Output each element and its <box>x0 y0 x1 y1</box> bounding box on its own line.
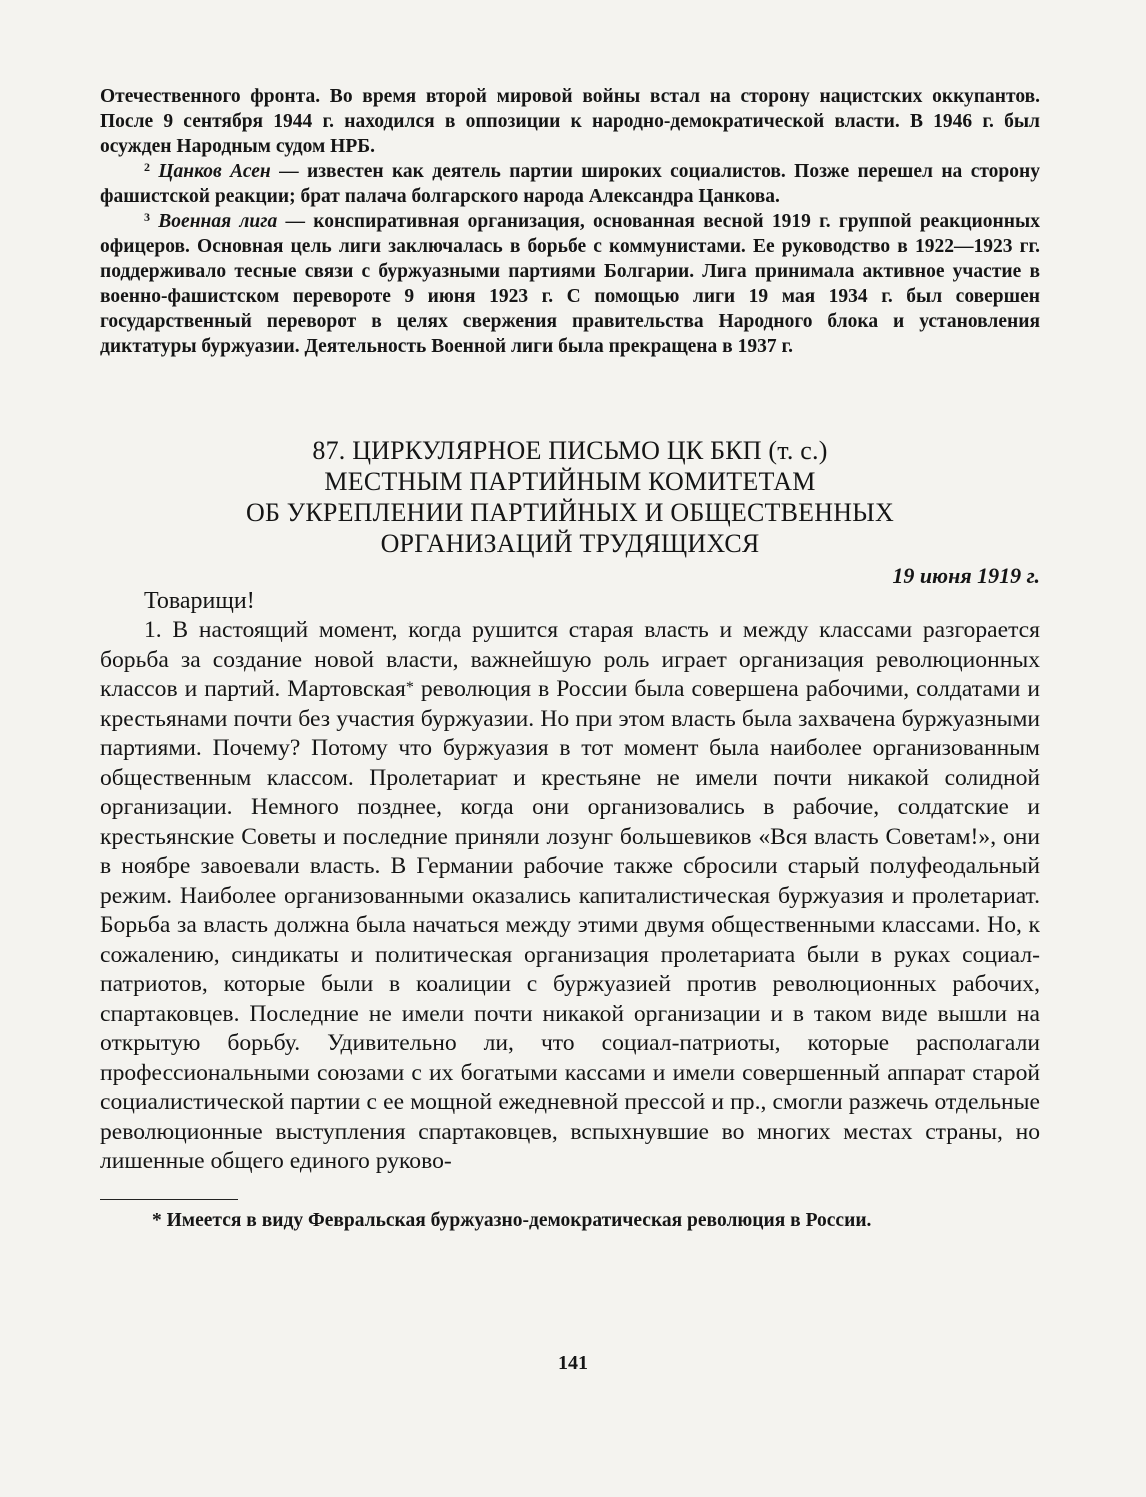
document-heading <box>100 435 1040 559</box>
heading-line: ОБ УКРЕПЛЕНИИ ПАРТИЙНЫХ И ОБЩЕСТВЕННЫХ <box>245 498 895 527</box>
page-content <box>100 84 1040 1233</box>
heading-line: ОРГАНИЗАЦИЙ ТРУДЯЩИХСЯ <box>380 529 760 558</box>
footnote-continuation: Отечественного фронта. Во время второй мировой войны встал на сторону нацистских оккупантов. После 9 сентября 1944 г. находился в оппозиции к народно-демократической власти. В 1946 г. был осужден Народным судом НРБ. <box>100 86 1040 157</box>
paragraph-part-1: 1. В настоящий момент, когда рушится старая власть и между классами разгорается борьба за создание новой власти, важнейшую роль играет организация революционных классов и партий. Мартовская <box>100 617 1040 702</box>
page-number: 141 <box>558 1352 588 1374</box>
salutation: Товарищи! <box>144 588 255 614</box>
footnote-3-text: — конспиративная организация, основанная весной 1919 г. группой реакционных офицеров. Основная цель лиги заключалась в борьбе с коммунистами. Ее руководство в 1922—1923 гг. поддерживало тесные связи с буржуазными партиями Болгарии. Лига принимала активное участие в военно-фашистском перевороте 9 июня 1923 г. С помощью лиги 19 мая 1934 г. был совершен государственный переворот в целях свержения правительства Народного блока и установления диктатуры буржуазии. Деятельность Военной лиги была прекращена в 1937 г. <box>100 211 1040 357</box>
document-date: 19 июня 1919 г. <box>892 563 1040 588</box>
top-footnotes <box>100 84 1040 359</box>
footnote-divider <box>100 1199 238 1200</box>
bottom-footnote-marker: * <box>152 1209 162 1231</box>
bottom-footnote-text: Имеется в виду Февральская буржуазно-демократическая революция в России. <box>161 1209 872 1231</box>
paragraph-part-2: революция в России была совершена рабочими, солдатами и крестьянами почти без участия буржуазии. Но при этом власть была захвачена буржуазными партиями. Почему? Потому что буржуазия в тот момент была наиболее организованным общественным классом. Пролетариат и крестьяне не имели почти никакой солидной организации. Немного позднее, когда они организовались в рабочие, солдатские и крестьянские Советы и последние приняли лозунг большевиков «Вся власть Советам!», они в ноябре завоевали власть. В Германии рабочие также сбросили старый полуфеодальный режим. Наиболее организованными оказались капиталистическая буржуазия и пролетариат. Борьба за власть должна была начаться между этими двумя общественными классами. Но, к сожалению, синдикаты и политическая организация пролетариата были в руках социал-патриотов, которые были в коалиции с буржуазией против революционных рабочих, спартаковцев. Последние не имели почти никакой организации и в таком виде вышли на открытую борьбу. Удивительно ли, что социал-патриоты, которые располагали профессиональными союзами с их богатыми кассами и имели совершенный аппарат старой социалистической партии с ее мощной ежедневной прессой и пр., смогли разжечь отдельные революционные выступления спартаковцев, вспыхнувшие во многих местах страны, но лишенные общего единого руково- <box>100 676 1040 1174</box>
footnote-reference: * <box>405 679 414 696</box>
bottom-footnote <box>100 1208 1040 1233</box>
footnote-2 <box>100 159 1040 209</box>
footnote-2-text: — известен как деятель партии широких социалистов. Позже перешел на сторону фашистской реакции; брат палача болгарского народа Александра Цанкова. <box>100 161 1040 207</box>
body-paragraph <box>100 616 1040 1177</box>
footnote-3 <box>100 209 1040 359</box>
footnote-2-marker: 2 <box>144 160 150 174</box>
heading-line: МЕСТНЫМ ПАРТИЙНЫМ КОМИТЕТАМ <box>324 467 816 496</box>
footnote-3-term: Военная лига <box>158 211 278 232</box>
footnote-3-marker: 3 <box>144 210 150 224</box>
footnote-2-term: Цанков Асен <box>158 161 271 182</box>
heading-line: 87. ЦИРКУЛЯРНОЕ ПИСЬМО ЦК БКП (т. с.) <box>312 436 828 465</box>
